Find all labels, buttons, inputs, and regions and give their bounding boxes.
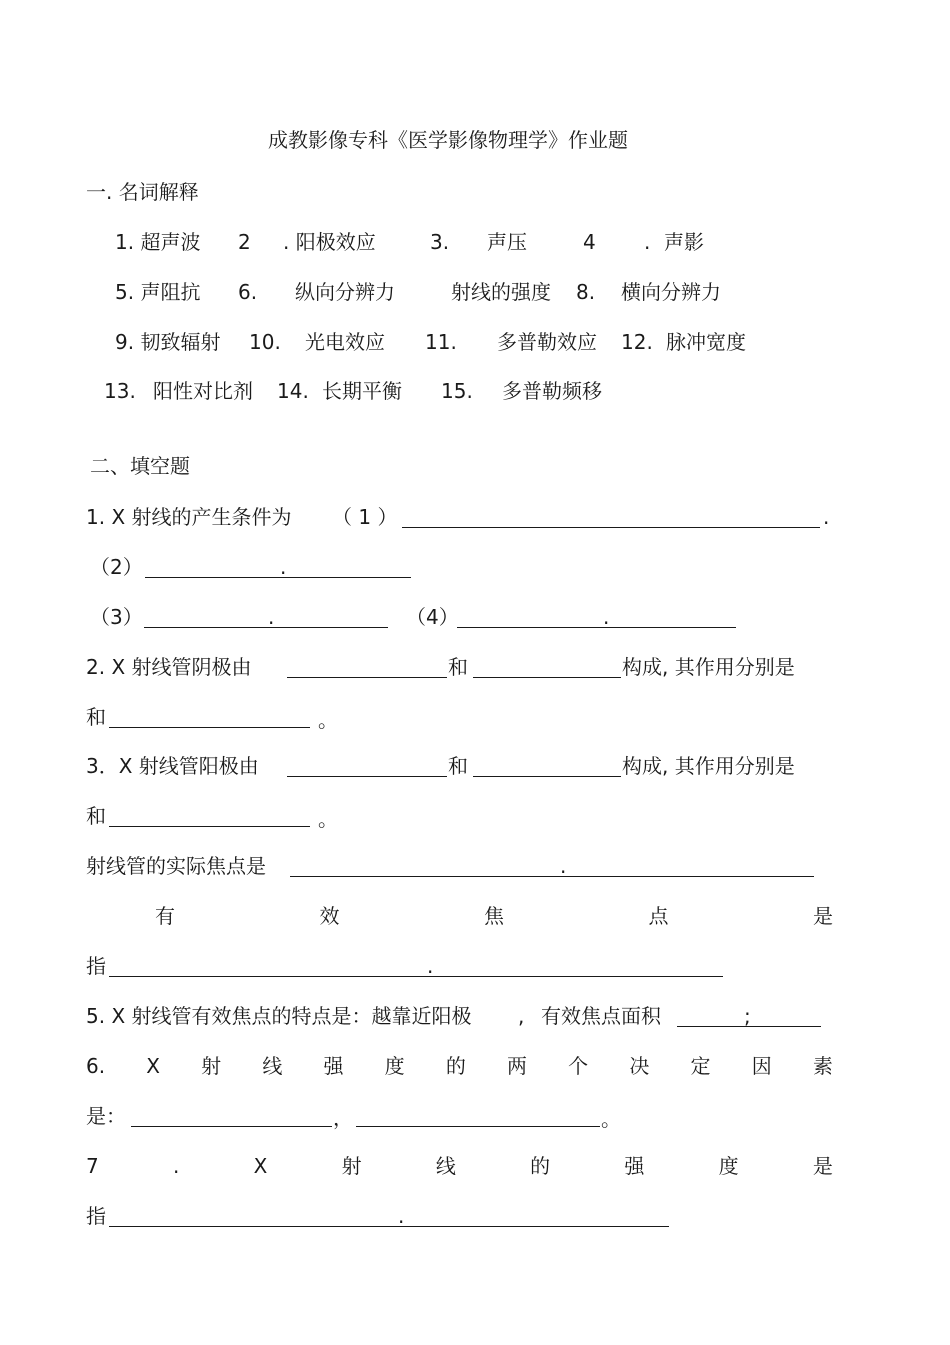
period: . xyxy=(280,555,287,579)
period: . xyxy=(603,605,610,629)
term: . 阳极效应 xyxy=(283,230,376,254)
section-2-heading: 二、填空题 xyxy=(90,454,190,478)
section-1-heading: 一. 名词解释 xyxy=(86,180,199,204)
term: 6. xyxy=(238,280,258,304)
question-1-part-2: （2） xyxy=(90,555,143,579)
spread-char: 是 xyxy=(813,904,833,928)
spread-char: 线 xyxy=(435,1154,456,1178)
answer-blank[interactable] xyxy=(109,727,310,728)
spread-char: 有 xyxy=(155,904,175,928)
period: . xyxy=(427,954,434,978)
period: 。 xyxy=(318,807,338,831)
term: 4 xyxy=(583,230,596,254)
question-1-text: 1. X 射线的产生条件为 xyxy=(86,505,292,529)
term: 声影 xyxy=(664,230,704,254)
answer-blank[interactable] xyxy=(144,627,388,628)
term: 15. xyxy=(441,379,473,403)
spread-char: 线 xyxy=(262,1054,283,1078)
term: 13. xyxy=(104,379,136,403)
term: 14. xyxy=(277,379,309,403)
question-6-spread-line xyxy=(86,1054,833,1078)
question-2-text: 2. X 射线管阴极由 xyxy=(86,655,252,679)
spread-char: 强 xyxy=(323,1054,344,1078)
spread-char: 点 xyxy=(648,904,669,928)
period: 。 xyxy=(318,708,338,732)
spread-char: 素 xyxy=(812,1054,833,1078)
question-1-part-4: （4） xyxy=(406,605,459,629)
term: 阳性对比剂 xyxy=(153,379,253,403)
spread-char: 射 xyxy=(341,1154,362,1178)
spread-char: . xyxy=(173,1154,180,1178)
period: . xyxy=(560,854,567,878)
spread-char: 度 xyxy=(384,1054,405,1078)
term: 纵向分辨力 xyxy=(295,280,395,304)
answer-blank[interactable] xyxy=(109,1226,669,1227)
term: 1. 超声波 xyxy=(115,230,201,254)
question-5-tail: 有效焦点面积 xyxy=(541,1004,661,1028)
question-4-zhi: 指 xyxy=(86,954,106,978)
term: 9. 韧致辐射 xyxy=(115,330,221,354)
question-7-spread-line xyxy=(86,1154,833,1178)
answer-blank[interactable] xyxy=(145,577,411,578)
term: . xyxy=(644,230,651,254)
spread-char: 的 xyxy=(445,1054,466,1078)
term: 10. xyxy=(249,330,281,354)
question-1-part-1: （ 1 ） xyxy=(332,505,398,529)
spread-char: 个 xyxy=(568,1054,589,1078)
question-7-zhi: 指 xyxy=(86,1204,106,1228)
answer-blank[interactable] xyxy=(109,976,723,977)
spread-char: X xyxy=(146,1054,160,1078)
question-3-text: 3．X 射线管阳极由 xyxy=(86,754,259,778)
spread-char: X xyxy=(253,1154,268,1178)
semicolon: ; xyxy=(744,1004,751,1028)
question-6-shi: 是： xyxy=(86,1104,126,1128)
question-5-text: 5. X 射线管有效焦点的特点是：越靠近阳极 xyxy=(86,1004,472,1028)
spread-char: 焦 xyxy=(484,904,504,928)
spread-char: 因 xyxy=(751,1054,772,1078)
page-title: 成教影像专科《医学影像物理学》作业题 xyxy=(268,128,628,152)
term: 多普勒效应 xyxy=(497,330,597,354)
spread-char: 度 xyxy=(718,1154,739,1178)
term: 5. 声阻抗 xyxy=(115,280,201,304)
term: 多普勒频移 xyxy=(502,379,602,403)
period: . xyxy=(398,1204,405,1228)
spread-char: 定 xyxy=(690,1054,711,1078)
answer-blank[interactable] xyxy=(131,1126,332,1127)
conjunction: 和 xyxy=(86,705,106,729)
conjunction: 和 xyxy=(86,804,106,828)
spread-char: 的 xyxy=(530,1154,551,1178)
answer-blank[interactable] xyxy=(109,826,310,827)
question-2-tail: 构成, 其作用分别是 xyxy=(622,655,795,679)
term: 2 xyxy=(238,230,251,254)
term: 12. xyxy=(621,330,653,354)
answer-blank[interactable] xyxy=(473,677,621,678)
answer-blank[interactable] xyxy=(287,677,447,678)
term: 8. xyxy=(576,280,596,304)
comma: , xyxy=(518,1004,525,1028)
spread-char: 效 xyxy=(319,904,340,928)
answer-blank[interactable] xyxy=(287,776,447,777)
question-1-part-3: （3） xyxy=(90,605,143,629)
term: 3. xyxy=(430,230,450,254)
conjunction: 和 xyxy=(448,754,468,778)
answer-blank[interactable] xyxy=(402,527,820,528)
answer-blank[interactable] xyxy=(290,876,814,877)
answer-blank[interactable] xyxy=(457,627,736,628)
period: 。 xyxy=(601,1107,621,1131)
term: 横向分辨力 xyxy=(621,280,721,304)
spread-char: 7 xyxy=(86,1154,99,1178)
comma: ， xyxy=(333,1106,353,1130)
term: 11. xyxy=(425,330,457,354)
answer-blank[interactable] xyxy=(473,776,621,777)
period: . xyxy=(268,605,275,629)
term: 声压 xyxy=(487,230,527,254)
spread-char: 强 xyxy=(624,1154,645,1178)
period: . xyxy=(823,505,830,529)
answer-blank[interactable] xyxy=(356,1126,600,1127)
question-3-tail: 构成, 其作用分别是 xyxy=(622,754,795,778)
spread-char: 是 xyxy=(812,1154,833,1178)
spread-char: 两 xyxy=(507,1054,527,1078)
question-4-spread-line xyxy=(155,904,833,928)
term: 长期平衡 xyxy=(322,379,402,403)
term: 射线的强度 xyxy=(451,280,551,304)
conjunction: 和 xyxy=(448,655,468,679)
spread-char: 决 xyxy=(629,1054,650,1078)
spread-char: 6. xyxy=(86,1054,106,1078)
question-4-text: 射线管的实际焦点是 xyxy=(86,854,266,878)
spread-char: 射 xyxy=(201,1054,222,1078)
term: 光电效应 xyxy=(305,330,385,354)
term: 脉冲宽度 xyxy=(666,330,746,354)
